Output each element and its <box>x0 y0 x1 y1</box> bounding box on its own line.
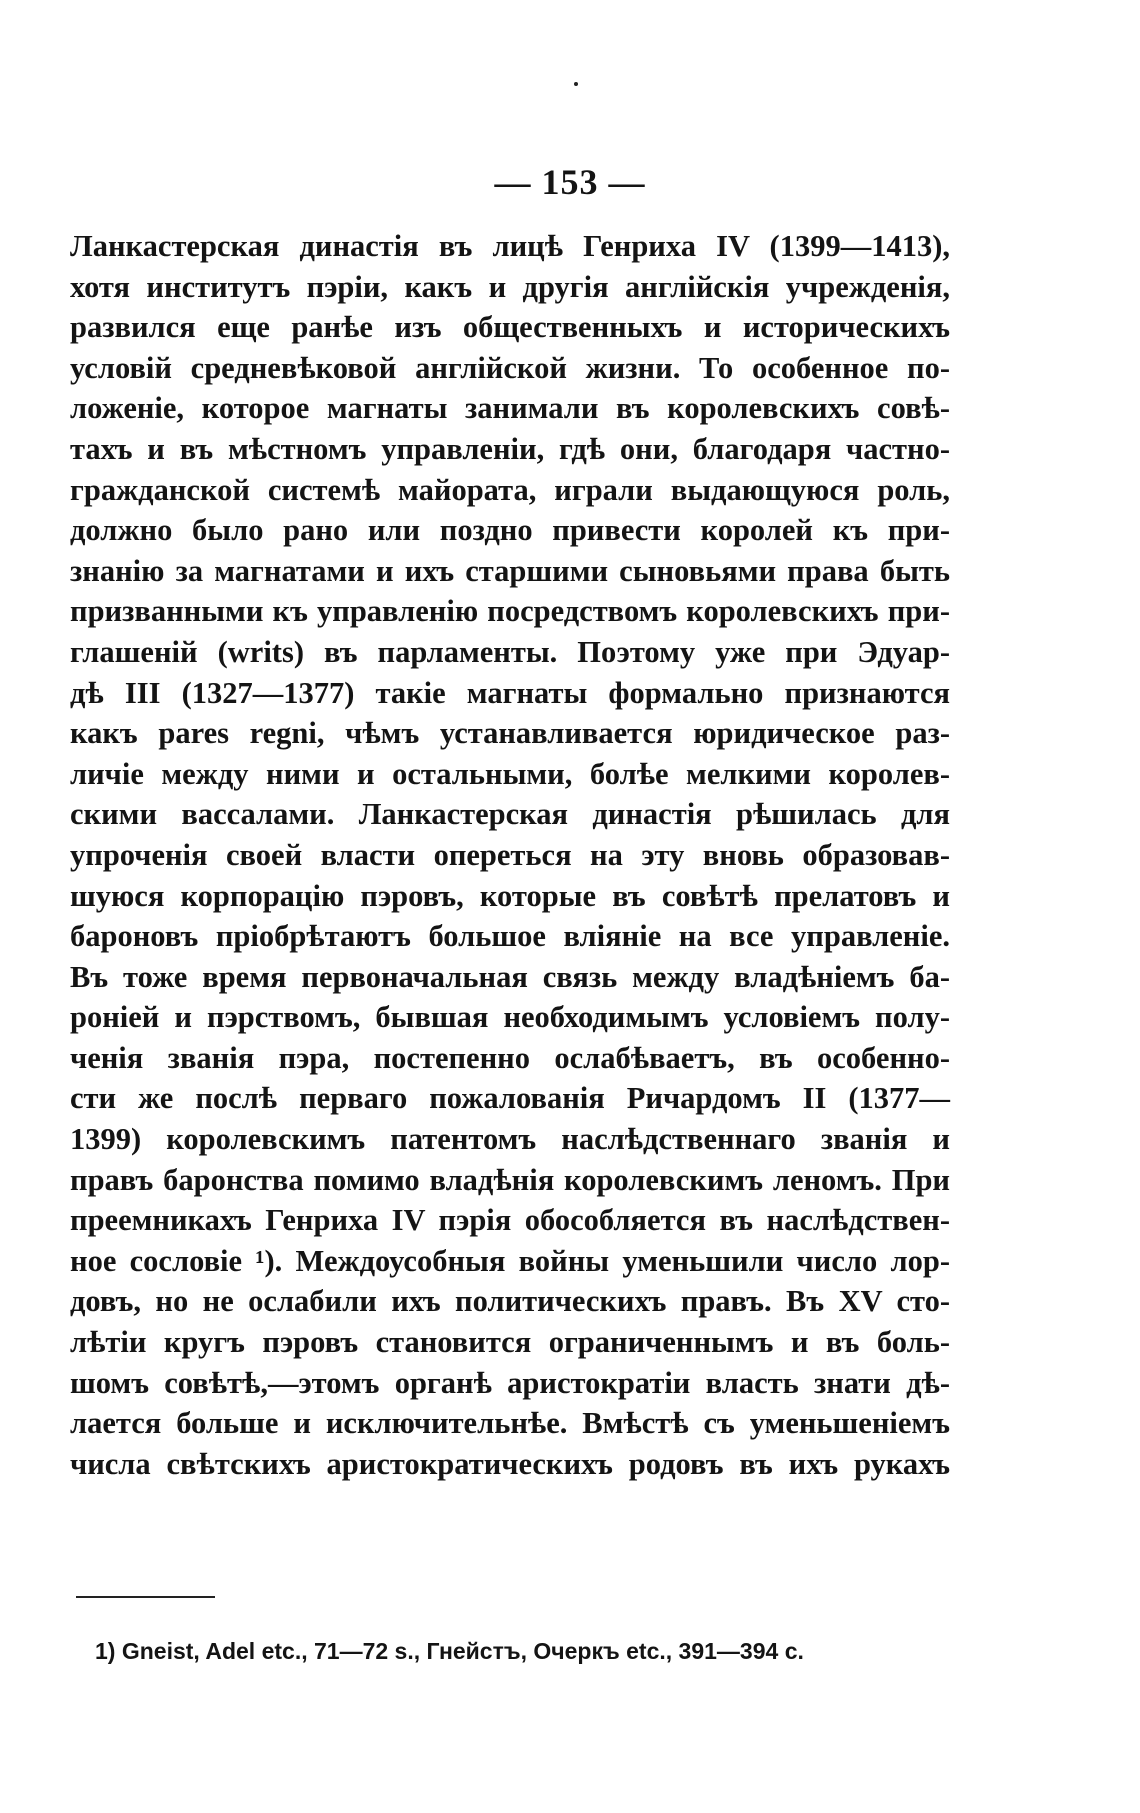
text-line: какъ pares regni, чѣмъ устанавливается юридическое раз- <box>70 716 950 751</box>
text-line: призванными къ управленію посредствомъ королевскихъ при- <box>70 594 950 629</box>
text-line: ное сословіе ¹). Междоусобныя войны уменьшили число лор- <box>70 1243 950 1278</box>
text-line: лается больше и исключительнѣе. Вмѣстѣ съ уменьшеніемъ <box>70 1406 950 1441</box>
text-line: тахъ и въ мѣстномъ управленіи, гдѣ они, благодаря частно- <box>70 431 950 466</box>
text-line: шомъ совѣтѣ,—этомъ органѣ аристократіи власть знати дѣ- <box>70 1365 950 1400</box>
text-line: довъ, но не ослабили ихъ политическихъ правъ. Въ XV сто- <box>70 1284 950 1319</box>
text-line: преемникахъ Генриха IV пэрія обособляется въ наслѣдствен- <box>70 1203 950 1238</box>
text-line: развился еще ранѣе изъ общественныхъ и историческихъ <box>70 310 950 345</box>
text-line: дѣ III (1327—1377) такіе магнаты формально признаются <box>70 675 950 710</box>
footnote-rule <box>76 1596 215 1598</box>
text-line: скими вассалами. Ланкастерская династія рѣшилась для <box>70 797 950 832</box>
text-line: бароновъ пріобрѣтаютъ большое вліяніе на все управленіе. <box>70 919 950 954</box>
text-line: гражданской системѣ майората, играли выдающуюся роль, <box>70 472 950 507</box>
text-line: лѣтіи кругъ пэровъ становится ограниченнымъ и въ боль- <box>70 1325 950 1360</box>
text-line: должно было рано или поздно привести королей къ при- <box>70 513 950 548</box>
text-line: ложеніе, которое магнаты занимали въ королевскихъ совѣ- <box>70 391 950 426</box>
text-line: условій средневѣковой англійской жизни. То особенное по- <box>70 350 950 385</box>
text-line: глашеній (writs) въ парламенты. Поэтому уже при Эдуар- <box>70 634 950 669</box>
text-line: ченія званія пэра, постепенно ослабѣваетъ, въ особенно- <box>70 1040 950 1075</box>
footnote: 1) Gneist, Adel etc., 71—72 s., Гнейстъ, Очеркъ etc., 391—394 с. <box>95 1638 804 1664</box>
page-number: — 153 — <box>494 162 646 202</box>
text-line: шуюся корпорацію пэровъ, которые въ совѣтѣ прелатовъ и <box>70 878 950 913</box>
text-line: Въ тоже время первоначальная связь между владѣніемъ ба- <box>70 959 950 994</box>
text-line: знанію за магнатами и ихъ старшими сыновьями права быть <box>70 553 950 588</box>
text-line: числа свѣтскихъ аристократическихъ родовъ въ ихъ рукахъ <box>70 1446 950 1481</box>
text-line: сти же послѣ перваго пожалованія Ричардомъ II (1377— <box>70 1081 950 1116</box>
text-line: хотя институтъ пэріи, какъ и другія англійскія учрежденія, <box>70 269 950 304</box>
body-text <box>70 226 950 1484</box>
text-line: упроченія своей власти опереться на эту вновь образовав- <box>70 837 950 872</box>
text-line: правъ баронства помимо владѣнія королевскимъ леномъ. При <box>70 1162 950 1197</box>
text-line: роніей и пэрствомъ, бывшая необходимымъ условіемъ полу- <box>70 1000 950 1035</box>
text-line: 1399) королевскимъ патентомъ наслѣдственнаго званія и <box>70 1122 950 1157</box>
text-line: личіе между ними и остальными, болѣе мелкими королев- <box>70 756 950 791</box>
ink-speck <box>574 82 578 86</box>
text-line: Ланкастерская династія въ лицѣ Генриха IV (1399—1413), <box>70 229 950 263</box>
